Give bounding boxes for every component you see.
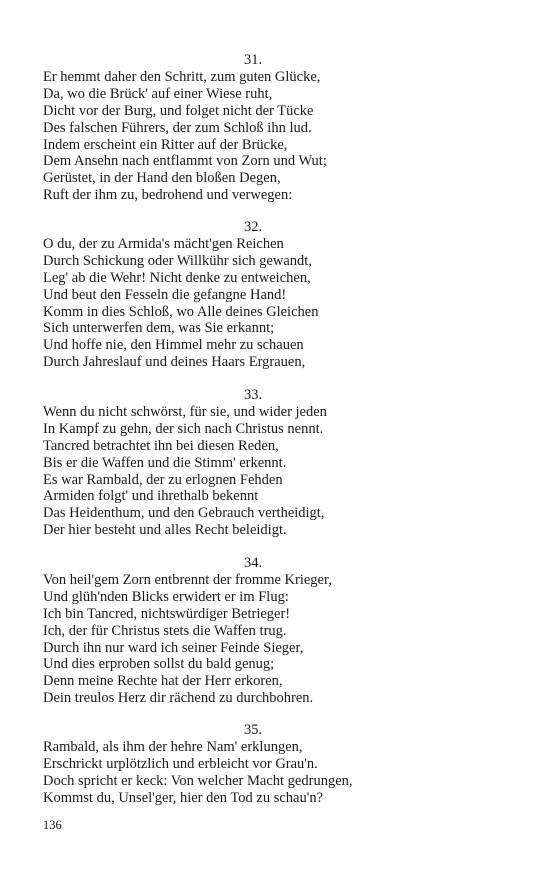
stanza-number: 31. — [243, 52, 263, 68]
verse-line: Es war Rambald, der zu erlognen Fehden — [43, 471, 283, 488]
verse-line: Bis er die Waffen und die Stimm' erkennt. — [43, 454, 287, 471]
stanza-32 — [43, 219, 513, 371]
verse-line: Armiden folgt' und ihrethalb bekennt — [43, 488, 259, 505]
verse-line: Dem Ansehn nach entflammt von Zorn und Wut; — [43, 153, 327, 170]
verse-line: Komm in dies Schloß, wo Alle deines Gleichen — [43, 303, 319, 320]
verse-line: Des falschen Führers, der zum Schloß ihn lud. — [43, 119, 312, 136]
verse-line: Denn meine Rechte hat der Herr erkoren, — [43, 673, 283, 690]
verse-line: Durch ihn nur ward ich seiner Feinde Sieger, — [43, 639, 304, 656]
verse-line: Leg' ab die Wehr! Nicht denke zu entweichen, — [43, 269, 311, 286]
stanza-number: 32. — [243, 219, 263, 235]
stanza-33 — [43, 387, 513, 539]
verse-line: Und glüh'nden Blicks erwidert er im Flug: — [43, 588, 289, 605]
stanza-number: 33. — [243, 387, 263, 403]
verse-line: Durch Jahreslauf und deines Haars Ergrauen, — [43, 354, 306, 371]
verse-line: Und dies erproben sollst du bald genug; — [43, 656, 275, 673]
stanza-35 — [43, 722, 513, 807]
verse-line: Indem erscheint ein Ritter auf der Brücke, — [43, 136, 288, 153]
verse-line: Wenn du nicht schwörst, für sie, und wider jeden — [43, 404, 327, 420]
stanza-31 — [43, 52, 513, 204]
verse-line: Doch spricht er keck: Von welcher Macht gedrungen, — [43, 772, 353, 789]
verse-line: Von heil'gem Zorn entbrennt der fromme Krieger, — [43, 572, 332, 588]
verse-line: Dein treulos Herz dir rächend zu durchbohren. — [43, 690, 314, 707]
verse-line: Gerüstet, in der Hand den bloßen Degen, — [43, 170, 281, 187]
verse-line: Durch Schickung oder Willkühr sich gewandt, — [43, 252, 312, 269]
verse-line: Ich bin Tancred, nichtswürdiger Betrieger! — [43, 605, 291, 622]
stanza-34 — [43, 555, 513, 707]
verse-line: Das Heidenthum, und den Gebrauch vertheidigt, — [43, 505, 325, 522]
verse-line: Kommst du, Unsel'ger, hier den Tod zu schau'n? — [43, 789, 324, 806]
verse-line: Ich, der für Christus stets die Waffen trug. — [43, 622, 287, 639]
verse-line: Da, wo die Brück' auf einer Wiese ruht, — [43, 85, 273, 102]
verse-line: Der hier besteht und alles Recht beleidigt. — [43, 522, 287, 539]
verse-line: Und beut den Fesseln die gefangne Hand! — [43, 286, 287, 303]
verse-line: Erschrickt urplötzlich und erbleicht vor Grau'n. — [43, 755, 318, 772]
verse-line: In Kampf zu gehn, der sich nach Christus nennt. — [43, 420, 324, 437]
stanza-number: 35. — [243, 722, 263, 738]
verse-line: Sich unterwerfen dem, was Sie erkannt; — [43, 320, 275, 337]
verse-line: Er hemmt daher den Schritt, zum guten Glücke, — [43, 69, 321, 85]
verse-line: Und hoffe nie, den Himmel mehr zu schauen — [43, 337, 304, 354]
verse-line: Dicht vor der Burg, und folget nicht der Tücke — [43, 102, 314, 119]
verse-line: Rambald, als ihm der hehre Nam' erklungen, — [43, 739, 303, 755]
stanza-number: 34. — [243, 555, 263, 571]
verse-line: Ruft der ihm zu, bedrohend und verwegen: — [43, 187, 293, 204]
verse-line: Tancred betrachtet ihn bei diesen Reden, — [43, 437, 279, 454]
verse-line: O du, der zu Armida's mächt'gen Reichen — [43, 236, 284, 252]
page-number: 136 — [43, 818, 62, 832]
